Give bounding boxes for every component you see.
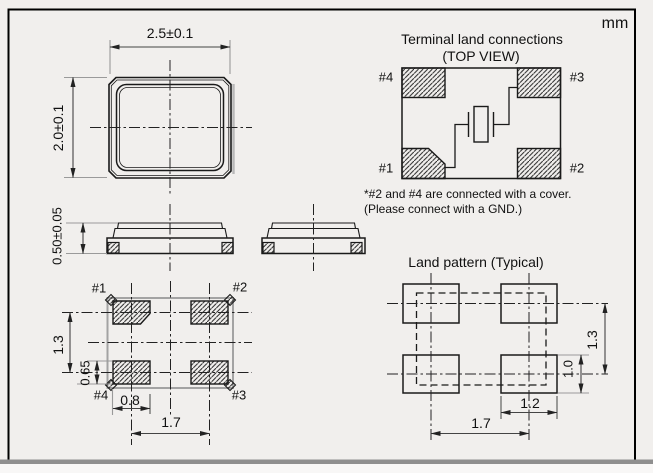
bottom-pad-label-1: #1: [91, 280, 107, 296]
side-view-side: [262, 204, 365, 271]
top-view-drawing: [64, 40, 252, 196]
terminal-pad-label-4: #4: [378, 69, 394, 85]
land-pattern-drawing: [387, 273, 608, 441]
land-row-pitch-dim-label: 1.3: [584, 330, 600, 350]
top-view-width-dim-label: 2.5±0.1: [146, 25, 194, 41]
terminal-pad-label-3: #3: [569, 69, 585, 85]
land-column-pitch-dim-label: 1.7: [471, 415, 491, 431]
terminal-subtitle: (TOP VIEW): [442, 48, 520, 64]
bottom-pad-height-dim-label: 0.65: [77, 360, 93, 386]
terminal-note-line1: *#2 and #4 are connected with a cover.: [364, 187, 572, 201]
bottom-pad-label-4: #4: [93, 387, 109, 403]
land-pattern-title: Land pattern (Typical): [408, 254, 544, 270]
terminal-note-line2: (Please connect with a GND.): [364, 202, 523, 216]
terminal-title: Terminal land connections: [401, 31, 563, 47]
terminal-pad-2: [518, 149, 561, 179]
units-label: mm: [601, 15, 629, 32]
crystal-symbol: [445, 88, 518, 168]
land-pad-height-dim-label: 1.0: [560, 359, 576, 379]
side-view-front: [107, 204, 233, 271]
terminal-pad-4: [402, 68, 445, 98]
land-pad-width-dim-label: 1.2: [520, 395, 540, 411]
side-view-height-dim-label: 0.50±0.05: [49, 207, 65, 265]
bottom-column-pitch-dim-label: 1.7: [161, 414, 181, 430]
bottom-pad-label-2: #2: [232, 279, 248, 295]
terminal-pad-1: [402, 149, 445, 179]
terminal-pad-3: [518, 68, 561, 98]
bottom-pad-label-3: #3: [231, 387, 247, 403]
terminal-pad-label-2: #2: [569, 160, 585, 176]
top-view-height-dim-label: 2.0±0.1: [50, 104, 66, 152]
land-package-outline-dashed: [417, 293, 547, 385]
bottom-row-pitch-dim-label: 1.3: [50, 335, 66, 355]
terminal-pad-label-1: #1: [378, 160, 394, 176]
terminal-diagram: [402, 68, 561, 179]
bottom-pad-width-dim-label: 0.8: [120, 392, 140, 408]
